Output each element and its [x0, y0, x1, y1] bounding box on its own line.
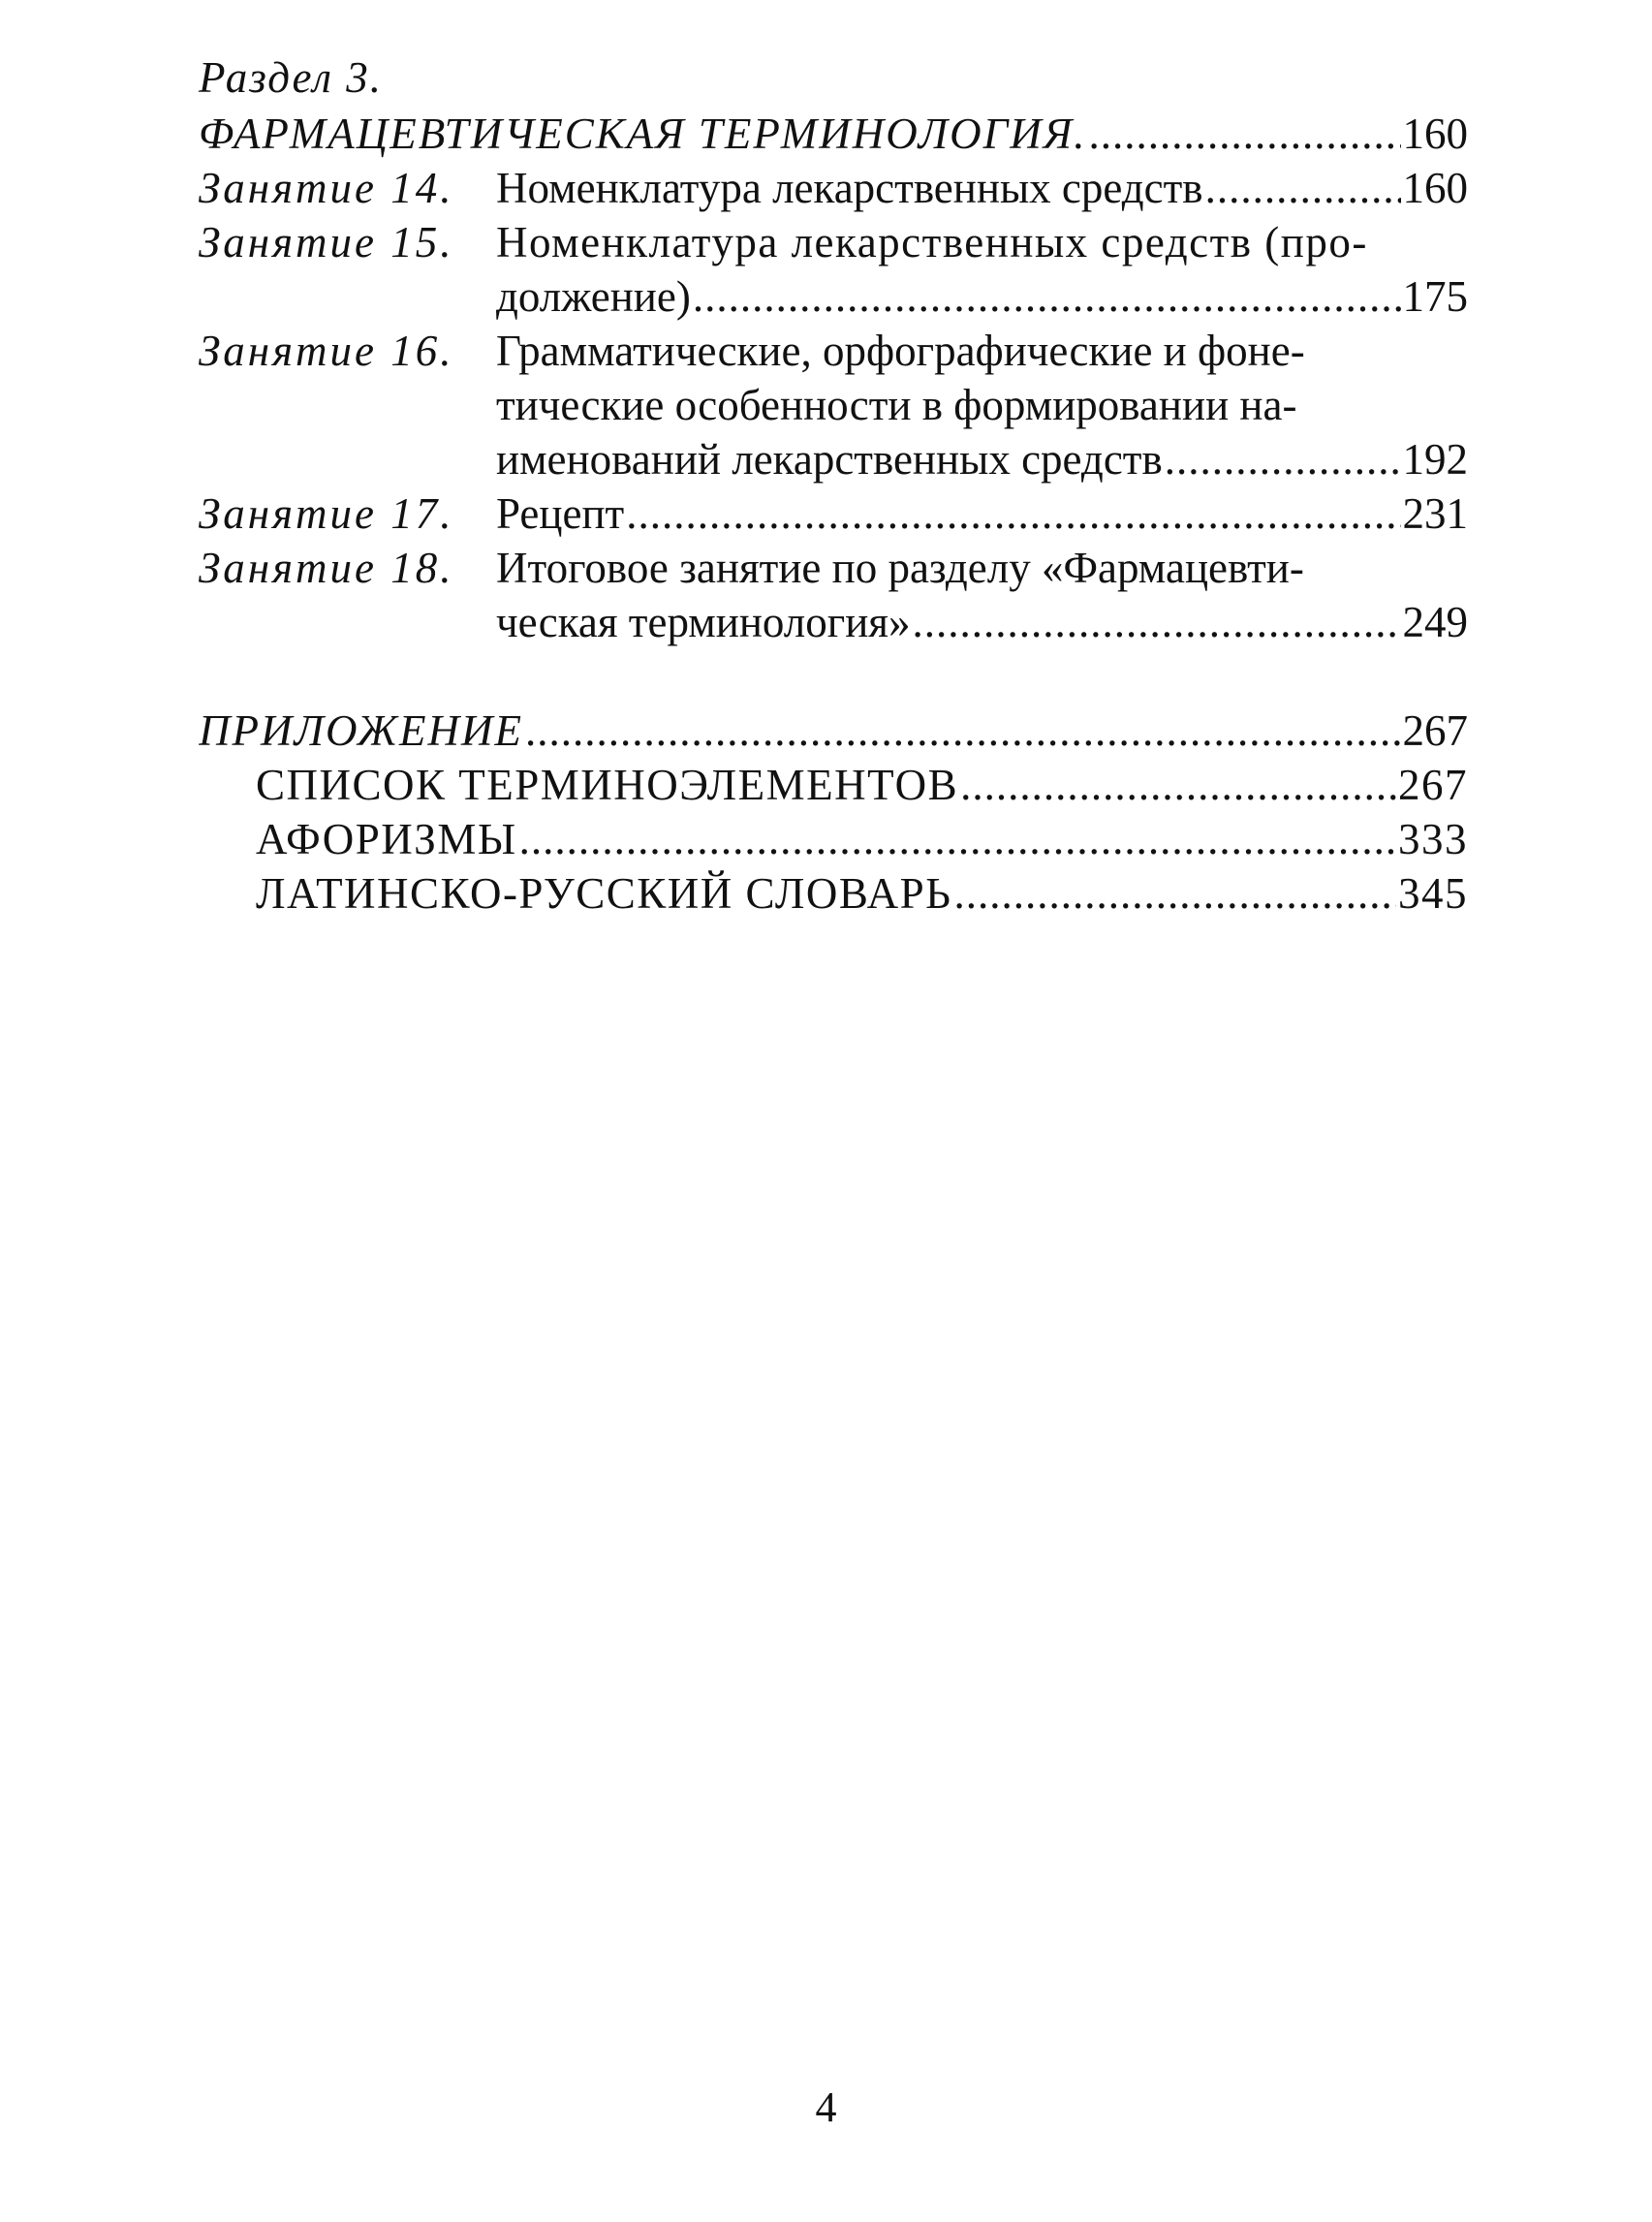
dot-leader [1089, 107, 1401, 161]
dot-leader [953, 866, 1396, 921]
lesson-title-line: тические особенности в формировании на- [496, 381, 1297, 429]
lesson-title-line: Номенклатура лекарственных средств (про- [496, 218, 1368, 266]
appendix-item[interactable] [256, 812, 1468, 866]
appendix-page: 267 [1402, 706, 1468, 755]
section-label: Раздел 3. [199, 53, 384, 102]
appendix-item-page: 345 [1398, 869, 1468, 918]
section-title-entry[interactable] [199, 107, 1468, 161]
lesson-entry[interactable] [496, 432, 1468, 486]
lesson-title-line: Итоговое занятие по разделу «Фармацевти- [496, 544, 1304, 592]
dot-leader [693, 269, 1401, 324]
dot-leader [1165, 432, 1401, 486]
lesson-title-line: ческая терминология» [496, 598, 911, 646]
section-page: 160 [1402, 110, 1468, 158]
dot-leader [519, 812, 1396, 866]
lesson-title-line: Номенклатура лекарственных средств [496, 164, 1203, 212]
lesson-entry[interactable] [496, 269, 1468, 324]
lesson-label: Занятие 18. [199, 544, 454, 592]
lesson-label: Занятие 15. [199, 218, 454, 266]
appendix-item-page: 267 [1398, 761, 1468, 809]
appendix-item-title: АФОРИЗМЫ [256, 815, 517, 863]
lesson-page: 160 [1402, 164, 1468, 212]
lesson-page: 175 [1402, 272, 1468, 321]
lesson-entry[interactable] [496, 486, 1468, 541]
appendix-title: ПРИЛОЖЕНИЕ [199, 706, 523, 755]
lesson-label: Занятие 17. [199, 489, 454, 538]
page-number: 4 [815, 2083, 837, 2131]
lesson-page: 231 [1402, 489, 1468, 538]
lesson-label: Занятие 14. [199, 164, 454, 212]
appendix-item-title: ЛАТИНСКО-РУССКИЙ СЛОВАРЬ [256, 869, 952, 918]
appendix-item-title: СПИСОК ТЕРМИНОЭЛЕМЕНТОВ [256, 761, 959, 809]
lesson-title-line: должение) [496, 272, 691, 321]
dot-leader [525, 704, 1401, 758]
lesson-page: 192 [1402, 435, 1468, 484]
dot-leader [913, 595, 1401, 649]
appendix-item[interactable] [256, 758, 1468, 812]
lesson-title-line: Рецепт [496, 489, 625, 538]
lesson-entry[interactable] [496, 161, 1468, 215]
lesson-page: 249 [1402, 598, 1468, 646]
lesson-title-line: Грамматические, орфографические и фоне- [496, 327, 1305, 375]
lesson-title-line: именований лекарственных средств [496, 435, 1163, 484]
dot-leader [626, 486, 1400, 541]
lesson-label: Занятие 16. [199, 327, 454, 375]
dot-leader [1205, 161, 1401, 215]
appendix-item[interactable] [256, 866, 1468, 921]
appendix-entry[interactable] [199, 704, 1468, 758]
lesson-entry[interactable] [496, 595, 1468, 649]
section-title: ФАРМАЦЕВТИЧЕСКАЯ ТЕРМИНОЛОГИЯ. [199, 110, 1087, 158]
appendix-item-page: 333 [1398, 815, 1468, 863]
dot-leader [960, 758, 1396, 812]
